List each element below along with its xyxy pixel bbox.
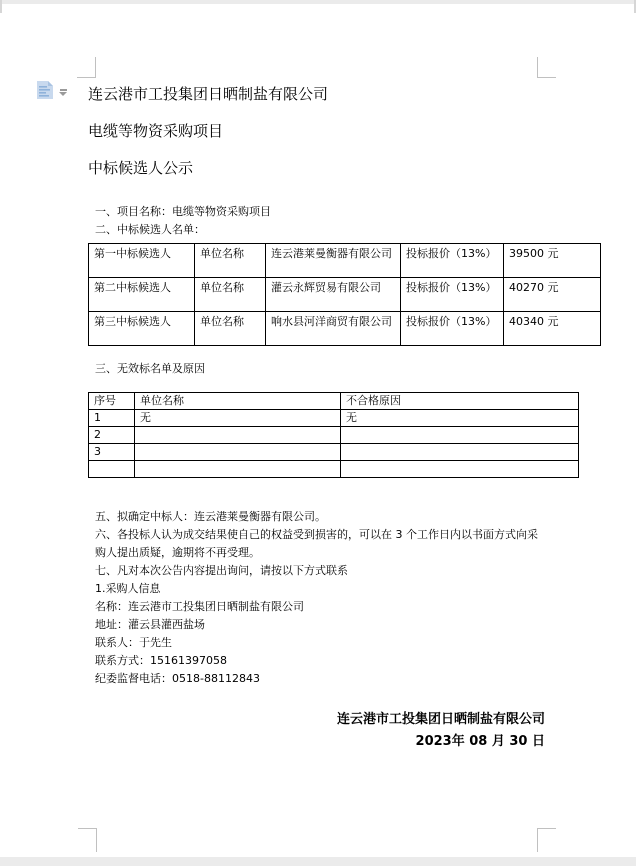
candidates-table [88, 243, 601, 346]
table-row [89, 244, 601, 278]
unit-cell [135, 427, 341, 444]
col-header-reason: 不合格原因 [341, 393, 579, 410]
paragraph-invalid-bids-heading: 三、无效标名单及原因 [95, 362, 205, 375]
table-row [89, 461, 579, 478]
candidate-rank: 第二中标候选人 [89, 278, 195, 312]
document-title-project: 电缆等物资采购项目 [88, 122, 224, 140]
purchaser-name: 名称：连云港市工投集团日晒制盐有限公司 [95, 600, 304, 613]
discipline-phone: 纪委监督电话：0518-88112843 [95, 672, 260, 685]
reason-cell: 无 [341, 410, 579, 427]
unit-cell [135, 461, 341, 478]
reason-cell [341, 461, 579, 478]
margin-crop-mark-top-right [537, 57, 556, 78]
candidate-rank: 第一中标候选人 [89, 244, 195, 278]
bid-price-label: 投标报价（13%） [401, 278, 504, 312]
company-name: 灌云永辉贸易有限公司 [266, 278, 401, 312]
table-header-row [89, 393, 579, 410]
paragraph-candidates-heading: 二、中标候选人名单： [95, 223, 205, 236]
paste-options-button[interactable] [36, 80, 67, 100]
reason-cell [341, 444, 579, 461]
company-name: 响水县河洋商贸有限公司 [266, 312, 401, 346]
contact-person: 联系人：于先生 [95, 636, 172, 649]
unit-name-label: 单位名称 [195, 312, 266, 346]
seq-cell: 2 [89, 427, 135, 444]
signature-company: 连云港市工投集团日晒制盐有限公司 [336, 712, 545, 727]
purchaser-info-heading: 1.采购人信息 [95, 582, 161, 595]
page-top-edge [0, 0, 636, 4]
table-row [89, 278, 601, 312]
chevron-down-icon[interactable] [59, 89, 67, 96]
table-row [89, 312, 601, 346]
table-row [89, 427, 579, 444]
page-bottom-edge [0, 857, 636, 866]
seq-cell: 1 [89, 410, 135, 427]
seq-cell: 3 [89, 444, 135, 461]
candidate-rank: 第三中标候选人 [89, 312, 195, 346]
signature-block [88, 709, 545, 753]
margin-crop-mark-top-left [77, 57, 96, 78]
unit-name-label: 单位名称 [195, 244, 266, 278]
clipboard-paste-icon [36, 80, 54, 100]
bid-price-value: 39500 元 [504, 244, 601, 278]
unit-cell: 无 [135, 410, 341, 427]
bid-price-label: 投标报价（13%） [401, 244, 504, 278]
paragraph-contact-instruction: 七、凡对本次公告内容提出询问，请按以下方式联系 [95, 564, 348, 577]
invalid-bids-table [88, 392, 579, 478]
bid-price-label: 投标报价（13%） [401, 312, 504, 346]
paragraph-objection-period: 六、各投标人认为成交结果使自己的权益受到损害的，可以在 3 个工作日内以书面方式向采购人提出质疑，逾期将不再受理。 [95, 528, 538, 559]
margin-crop-mark-bottom-right [537, 828, 556, 852]
purchaser-address: 地址：灌云县灌西盐场 [95, 618, 205, 631]
unit-cell [135, 444, 341, 461]
company-name: 连云港莱曼衡器有限公司 [266, 244, 401, 278]
table-row [89, 410, 579, 427]
paragraph-project-name: 一、项目名称：电缆等物资采购项目 [95, 205, 271, 218]
paragraph-proposed-winner: 五、拟确定中标人：连云港莱曼衡器有限公司。 [95, 510, 326, 523]
document-title-announcement: 中标候选人公示 [88, 159, 194, 177]
contact-method: 联系方式：15161397058 [95, 654, 227, 667]
reason-cell [341, 427, 579, 444]
page-edge-tick-left [0, 0, 2, 13]
unit-name-label: 单位名称 [195, 278, 266, 312]
signature-date: 2023年 08 月 30 日 [415, 734, 545, 749]
bid-price-value: 40340 元 [504, 312, 601, 346]
table-row [89, 444, 579, 461]
seq-cell [89, 461, 135, 478]
document-title-company: 连云港市工投集团日晒制盐有限公司 [88, 85, 329, 103]
col-header-seq: 序号 [89, 393, 135, 410]
margin-crop-mark-bottom-left [78, 828, 97, 852]
bid-price-value: 40270 元 [504, 278, 601, 312]
col-header-unit: 单位名称 [135, 393, 341, 410]
